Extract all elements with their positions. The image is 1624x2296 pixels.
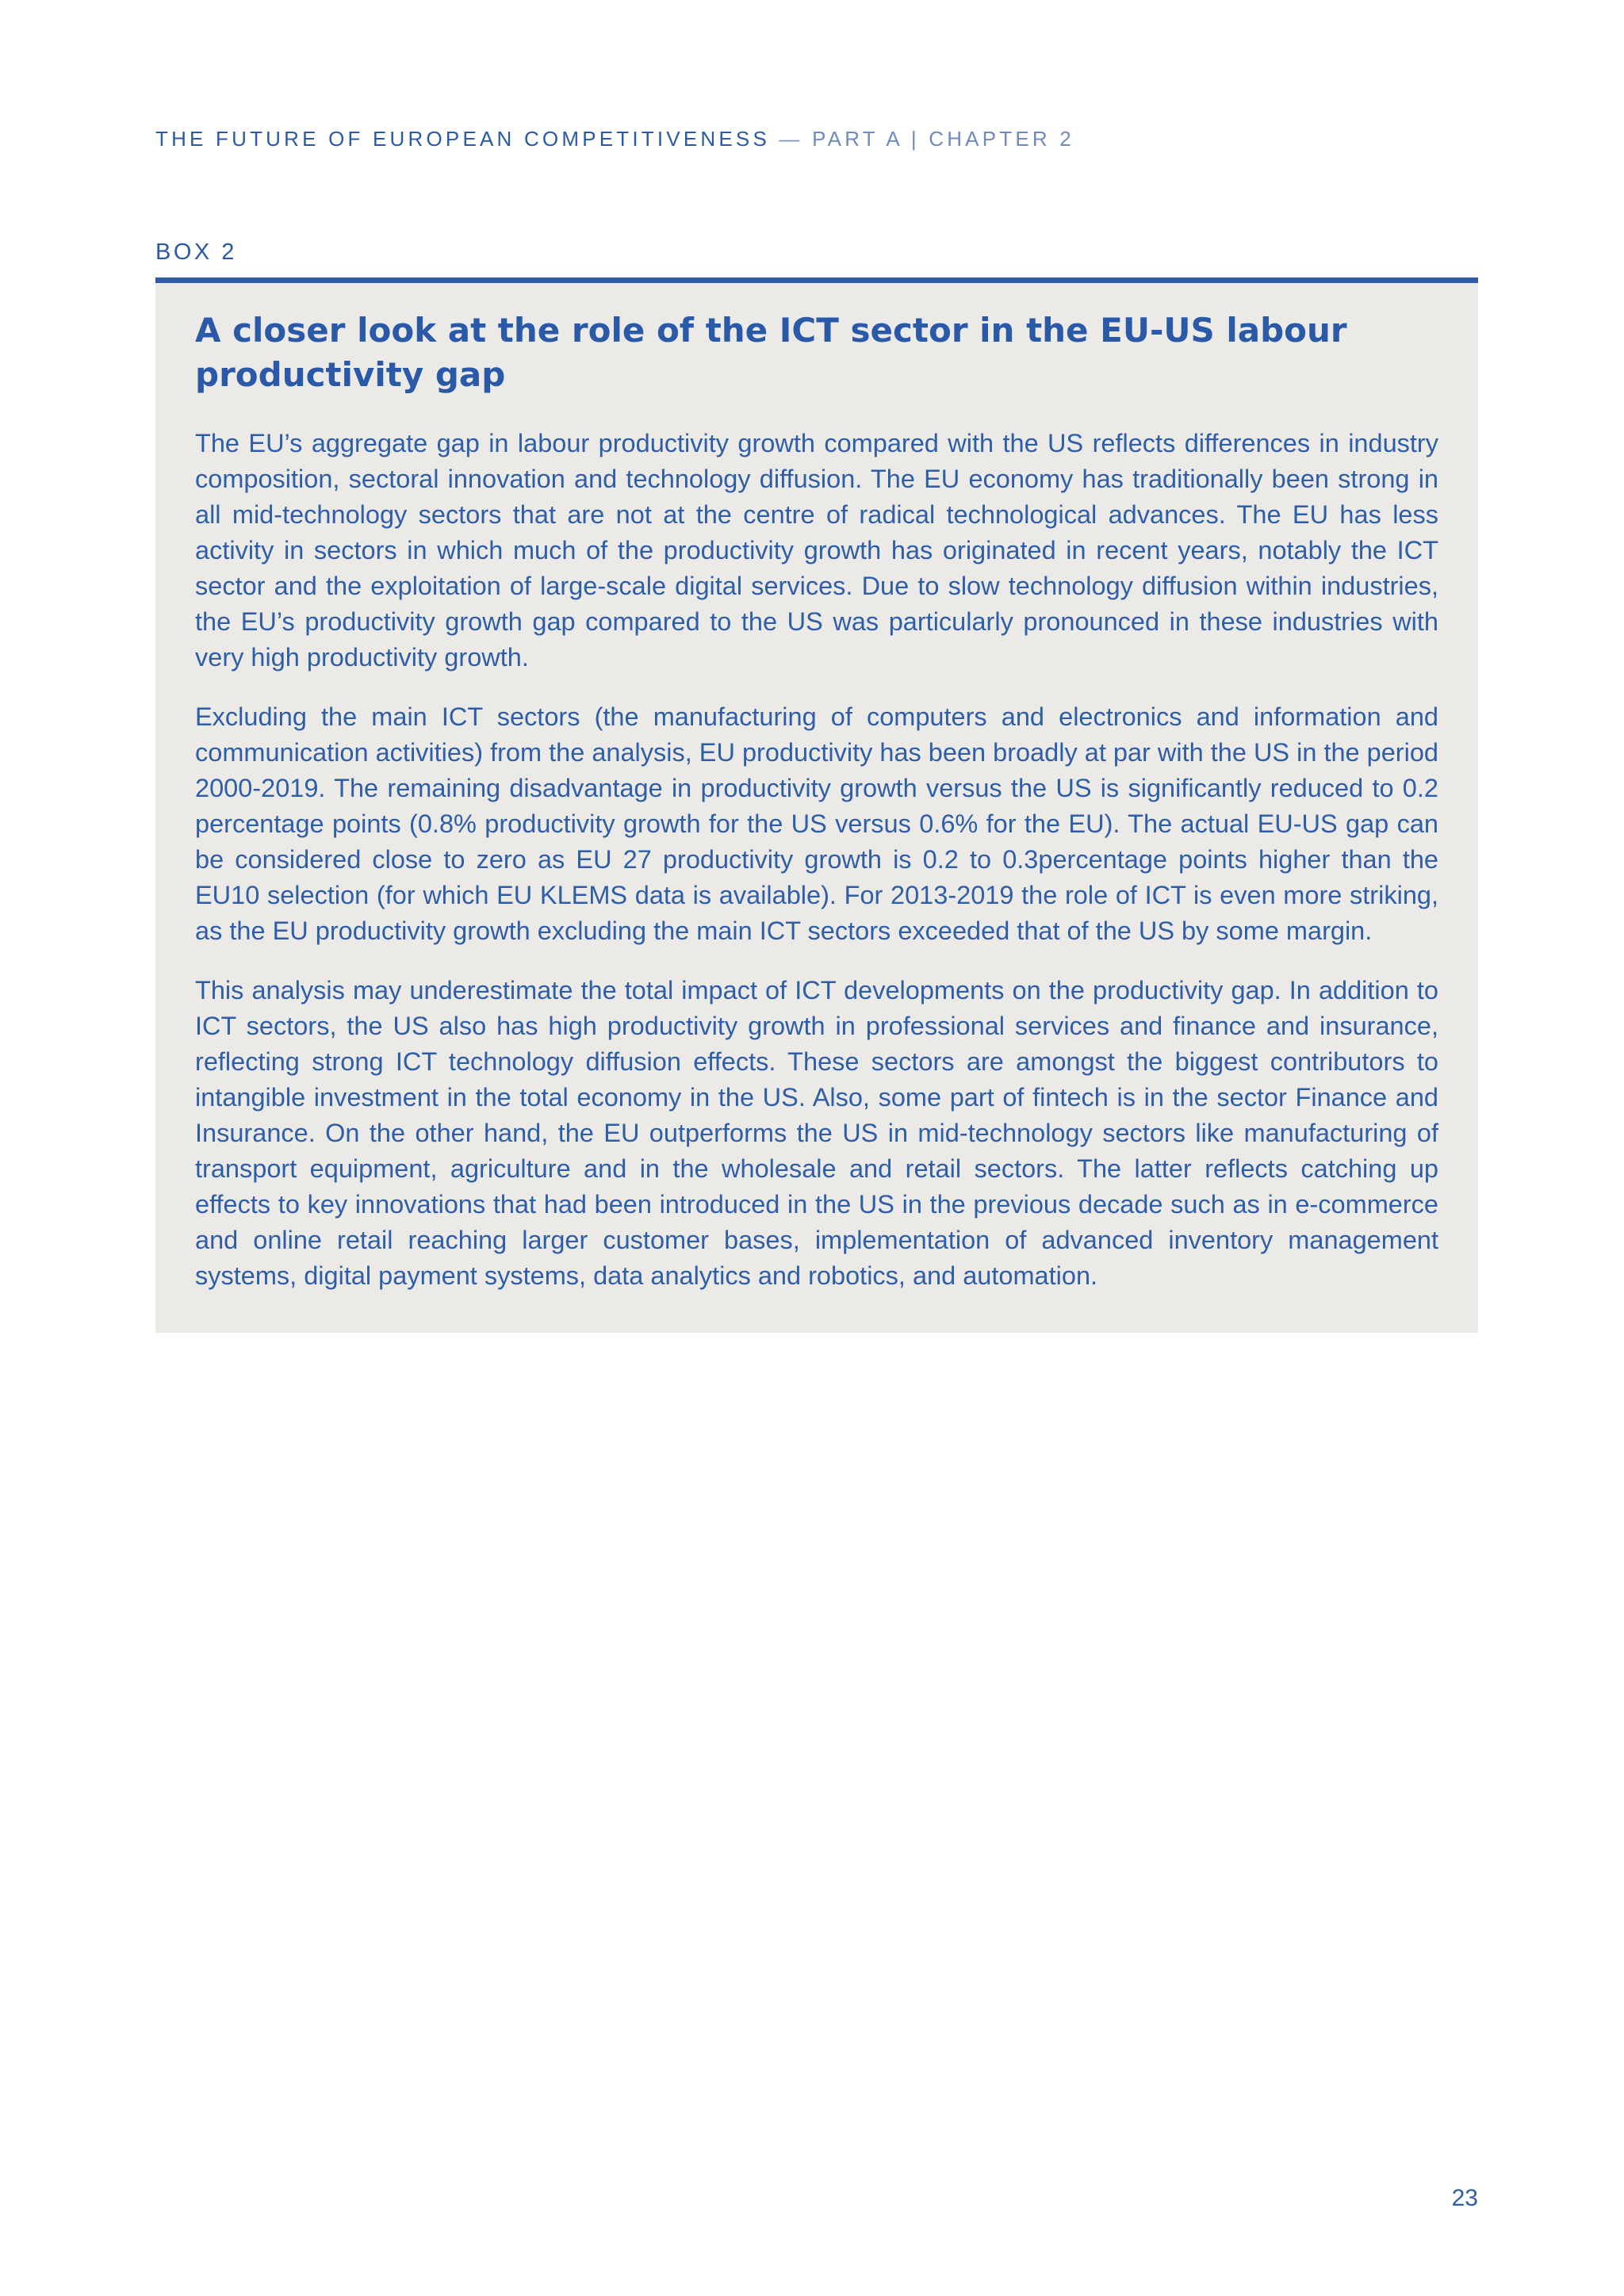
box-title: A closer look at the role of the ICT sector in the EU-US labour productivity gap bbox=[195, 311, 1347, 394]
page-number: 23 bbox=[1451, 2185, 1478, 2211]
document-title: THE FUTURE OF EUROPEAN COMPETITIVENESS bbox=[155, 127, 770, 151]
paragraph-2: Excluding the main ICT sectors (the manufacturing of computers and electronics and information and communication activities) from the analysis, EU productivity has been broadly at par with the US in the period 2000-2019. The remaining disadvantage in productivity growth versus the US is significantly reduced to 0.2 percentage points (0.8% productivity growth for the US versus 0.6% for the EU). The actual EU-US gap can be considered close to zero as EU 27 productivity growth is 0.2 to 0.3percentage points higher than the EU10 selection (for which EU KLEMS data is available). For 2013-2019 the role of ICT is even more striking, as the EU productivity growth excluding the main ICT sectors exceeded that of the US by some margin. bbox=[195, 702, 1438, 945]
box-top-rule bbox=[155, 277, 1478, 283]
header-separator: — bbox=[770, 127, 813, 151]
chapter-label: PART A | CHAPTER 2 bbox=[812, 127, 1074, 151]
paragraph-1: The EU’s aggregate gap in labour productivity growth compared with the US reflects differences in industry composition, sectoral innovation and technology diffusion. The EU economy has traditionally been strong in all mid-technology sectors that are not at the centre of radical technological advances. The EU has less activity in sectors in which much of the productivity growth has originated in recent years, notably the ICT sector and the exploitation of large-scale digital services. Due to slow technology diffusion within industries, the EU’s productivity growth gap compared to the US was particularly pronounced in these industries with very high productivity growth. bbox=[195, 429, 1438, 672]
info-box bbox=[155, 283, 1478, 1333]
paragraph-3: This analysis may underestimate the total impact of ICT developments on the productivity gap. In addition to ICT sectors, the US also has high productivity growth in professional services and finance and insurance, reflecting strong ICT technology diffusion effects. These sectors are amongst the biggest contributors to intangible investment in the total economy in the US. Also, some part of fintech is in the sector Finance and Insurance. On the other hand, the EU outperforms the US in mid-technology sectors like manufacturing of transport equipment, agriculture and in the wholesale and retail sectors. The latter reflects catching up effects to key innovations that had been introduced in the US in the previous decade such as in e-commerce and online retail reaching larger customer bases, implementation of advanced inventory management systems, digital payment systems, data analytics and robotics, and automation. bbox=[195, 976, 1438, 1290]
running-header bbox=[155, 127, 1074, 151]
box-body bbox=[195, 426, 1438, 1318]
box-label: BOX 2 bbox=[155, 239, 237, 265]
